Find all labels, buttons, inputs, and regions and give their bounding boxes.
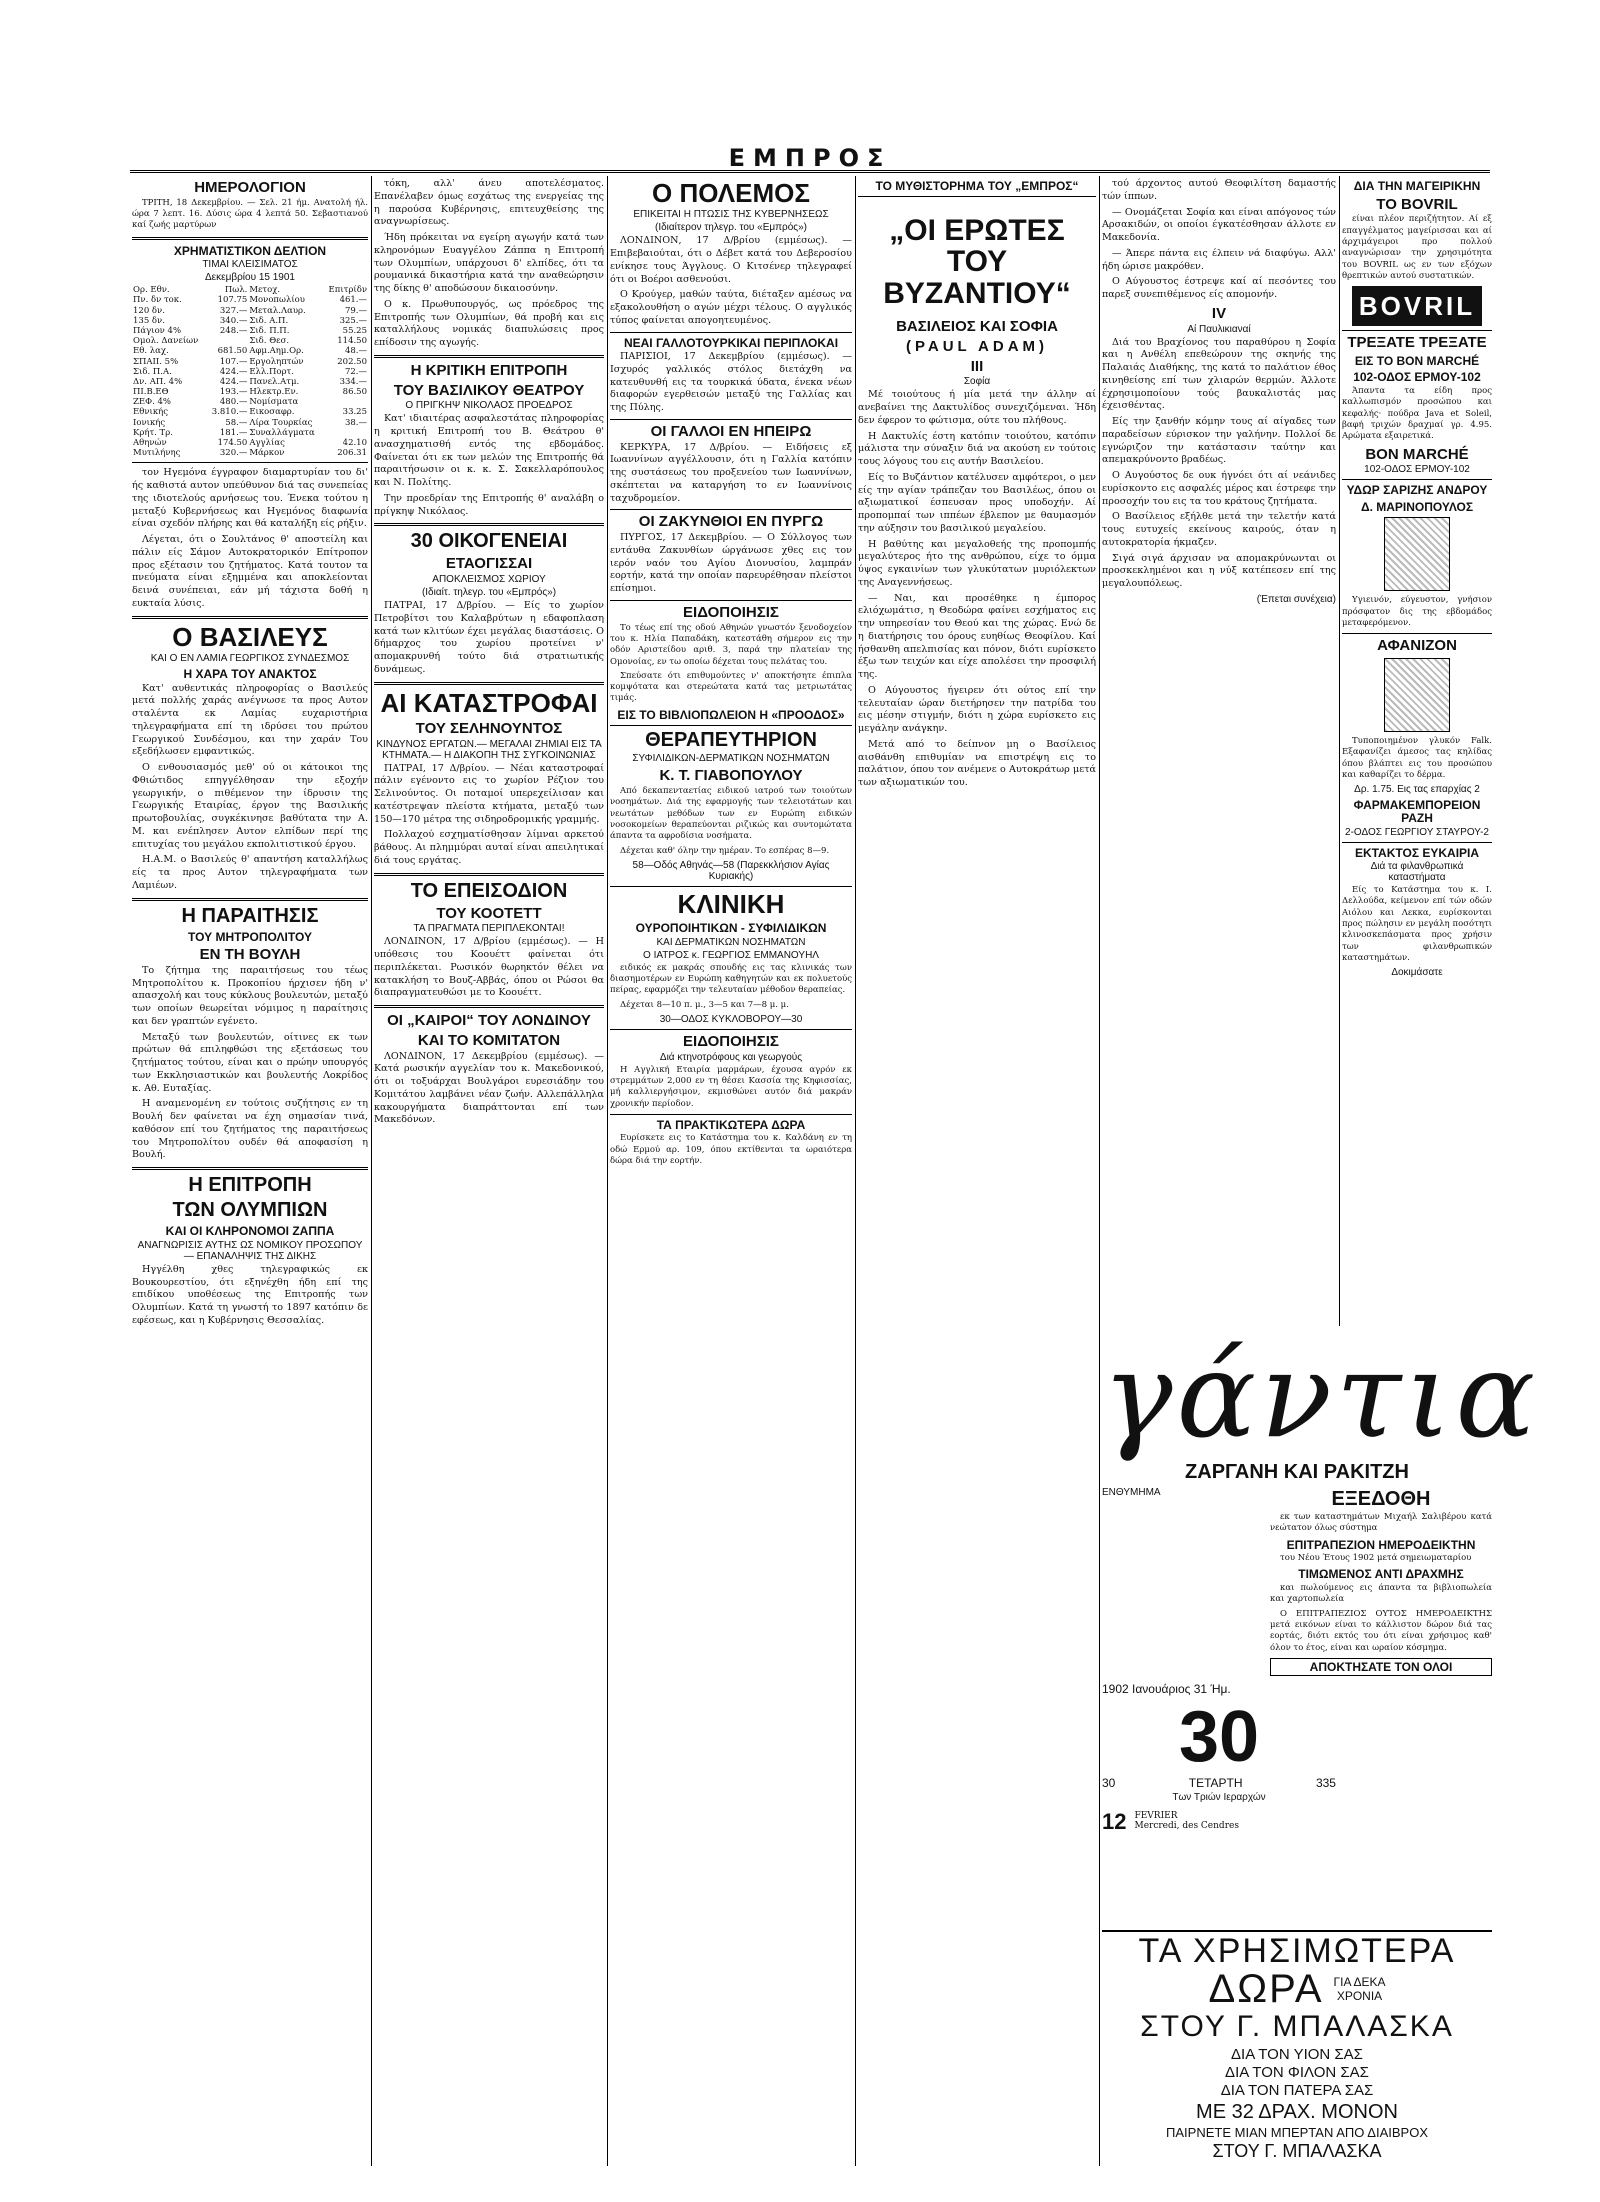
ad-paragraph: Υγιεινόν, εύγευστον, γνήσιον πρόσφατον δις της εβδομάδος μεταφερόμενον. — [1342, 595, 1492, 629]
market-cell: Πωλ. — [224, 285, 248, 296]
subheadline: ΕΙΣ ΤΟ BON MARCHÉ — [1354, 353, 1480, 368]
market-cell: 55.25 — [342, 325, 367, 336]
headline-bovril: ΤΟ BOVRIL — [1376, 195, 1458, 213]
headline-catastrophes: ΑΙ ΚΑΤΑΣΤΡΟΦΑΙ — [380, 687, 598, 718]
novel-paragraph: Διά του Βραχίονος του παραθύρου η Σοφία και η Ανθέλη επεθεώρουν της σκηνής της Παλαιάς Διαθήκης, της κατά το παλάτιον έθος κινηθείσης επί των χλιαρών θερμών. Άλλοτε έχρησιμοποίουν τούς βαυκαλιστάς μας έχεισθέντας. — [1102, 336, 1336, 412]
market-row — [132, 387, 368, 397]
market-row — [132, 418, 368, 428]
market-cell: 33.25 — [342, 407, 367, 418]
headline-episode: ΤΟ ΕΠΕΙΣΟΔΙΟΝ — [410, 879, 568, 902]
article-paragraph: Ο Κρούγερ, μαθών ταύτα, διέταξεν αμέσως να εξακολουθήση ο αγών μέχρι τέλους. Ο αγγλικός τύπος φαίνεται απογοητευμένος. — [610, 289, 852, 326]
subheadline: ΕΝ ΤΗ ΒΟΥΛΗ — [199, 946, 301, 964]
column-5 — [1102, 176, 1336, 1326]
market-cell: Μονοπωλίου — [249, 295, 305, 306]
article-paragraph: τόκη, αλλ' άνευ αποτελέσματος. Επανέλαβεν όμως εσχάτως της ενεργείας της η παρούσα Κυβέρνησις, επιτευχθείσης της αναγνωρίσεως. — [374, 178, 604, 228]
subheadline: BON MARCHÉ — [1365, 445, 1469, 463]
market-cell: 320.— — [219, 448, 248, 459]
market-row — [132, 357, 368, 367]
article-paragraph: ΠΥΡΓΟΣ, 17 Δεκεμβρίου. — Ο Σύλλογος των εντάυθα Ζακυνθίων ώργάνωσε χθες εις τον ιερόν ναόν του Αγίου Διονυσίου, λαμπράν εορτήν, κατά την οποίαν παρευρέθησαν πλείστοι επίσημοι. — [610, 532, 852, 595]
section-rule — [610, 725, 852, 726]
headline-committee: Η ΕΠΙΤΡΟΠΗ — [188, 1174, 312, 1197]
section-rule — [1342, 842, 1492, 843]
article-paragraph: ΠΑΤΡΑΙ, 17 Δ/βρίου. — Νέαι καταστροφαί πάλιν εγένοντο εις το χωρίον Ρέζιον του Σελινούντος. Οι ποταμοί υπερεχείλισαν και κατέστρεψαν πλείστα κτήματα, μεταξύ των 150—170 μέτρα της σιδηροδρομικής γραμμής. — [374, 762, 604, 825]
market-cell: Ελλ.Πορτ. — [249, 366, 294, 377]
calendar-weekday: ΤΕΤΑΡΤΗ — [1188, 1776, 1243, 1790]
calendar-next-day: Mercredi, des Cendres — [1134, 1821, 1239, 1831]
ad-paragraph: Άπαντα τα είδη προς καλλωπισμόν προσώπου και κεφαλής· πούδρα Java et Soleil, βαφή τριχών δραχμαί γρ. 4.95. Αρώματα εξαιρετικά. — [1342, 386, 1492, 442]
section-rule — [1342, 479, 1492, 480]
novel-paragraph: Ο Αύγουστος έστρεψε καί αί πεσόντες του παρεξ συνεπιθέμενος είς απομονήν. — [1102, 276, 1336, 300]
market-cell: ΠΙ.Β.ΕΘ — [133, 387, 169, 398]
market-row — [132, 326, 368, 336]
novel-label: ΤΟ ΜΥΘΙΣΤΟΡΗΜΑ ΤΟΥ „ΕΜΠΡΟΣ“ — [858, 180, 1096, 197]
published-column — [1270, 1485, 1492, 1678]
subheadline: ΑΝΑΓΝΩΡΙΣΙΣ ΑΥΤΗΣ ΩΣ ΝΟΜΙΚΟΥ ΠΡΟΣΩΠΟΥ — ΕΠΑΝΑΛΗΨΙΣ ΤΗΣ ΔΙΚΗΣ — [137, 1239, 363, 1262]
dateline: (Ιδιαίτερον τηλεγρ. του «Εμπρός») — [654, 222, 808, 234]
ad-useful: ΤΑ ΧΡΗΣΙΜΩΤΕΡΑ — [1102, 1930, 1492, 1970]
novel-paragraph: Είς το Βυζάντιον κατέλυσεν αμφότεροι, ο μεν είς την αγίαν τράπεζαν του Βασιλέως, όπου οι αξιωματικοί έσπευσαν προς υποδοχήν. Αί προπομπαί των ιππέων έβλεπον με θαυμασμόν την αύξησιν του βασιλικού μεγαλείου. — [858, 471, 1096, 534]
calendar-left-number: 30 — [1102, 1776, 1116, 1790]
calendar-right-number: 335 — [1315, 1776, 1336, 1790]
column-2 — [374, 176, 604, 2166]
headline-afanizon: ΑΦΑΝΙΖΟΝ — [1377, 637, 1457, 655]
address: 58—Οδός Αθηνάς—58 (Παρεκκλήσιον Αγίας Κυριακής) — [632, 859, 830, 882]
subheadline: ΣΥΦΙΛΙΔΙΚΩΝ-ΔΕΡΜΑΤΙΚΩΝ ΝΟΣΗΜΑΤΩΝ — [632, 753, 830, 765]
headline-water: ΥΔΩΡ ΣΑΡΙΖΗΣ ΑΝΔΡΟΥ — [1346, 483, 1488, 498]
subheadline: ΤΟΥ ΜΗΤΡΟΠΟΛΙΤΟΥ — [188, 929, 312, 944]
market-cell: 107.75 — [217, 295, 248, 306]
chapter-number: IV — [1211, 304, 1227, 322]
article-paragraph: ειδικός εκ μακράς σπουδής εις τας κλινικάς των διασημοτέρων εν Ευρώπη καθηγητών και εκ πολυετούς πείρας, εφαρμόζει την τελευταίαν μέθοδον θεραπείας. — [610, 962, 852, 996]
column-3 — [610, 176, 852, 2166]
market-cell: 120 δν. — [133, 305, 165, 316]
market-cell: Νομίσματα — [249, 397, 299, 408]
subheadline: ΚΑΙ ΔΕΡΜΑΤΙΚΩΝ ΝΟΣΗΜΑΤΩΝ — [656, 936, 806, 948]
market-cell: 42.10 — [342, 438, 367, 449]
novel-paragraph: Ο Αύγουστος ήγειρεν ότι ούτος επί την τελευταίαν ώραν διετήρησεν την πατρίδα του εις μέσην στιγμήν, διότι η χώρα ευρίσκετο εις μεγάλην ανάγκην. — [858, 684, 1096, 735]
ad-paragraph: Είς το Κατάστημα του κ. Ι. Δελλούδα, κείμενον επί τών οδών Αιόλου και Λεκκα, ευρίσκονται προς πώλησιν εν μεγάλη ποσότητι κλινοσκεπάσματα προς χρήσιν των φιλανθρωπικών καταστημάτων. — [1342, 885, 1492, 963]
market-cell: Κρήτ. Τρ. — [133, 427, 173, 438]
market-cell: 38.— — [344, 417, 367, 428]
calendar-day-number: 30 — [1178, 1697, 1260, 1777]
calendar-next — [1102, 1809, 1336, 1835]
desk-calendar-heading: ΕΠΙΤΡΑΠΕΖΙΟΝ ΗΜΕΡΟΔΕΙΚΤΗΝ — [1286, 1537, 1476, 1552]
address: 2-ΟΔΟΣ ΓΕΩΡΓΙΟΥ ΣΤΑΥΡΟΥ-2 — [1345, 826, 1489, 838]
subheadline: ΚΙΝΔΥΝΟΣ ΕΡΓΑΤΩΝ.— ΜΕΓΑΛΑΙ ΖΗΜΙΑΙ ΕΙΣ ΤΑ ΚΤΗΜΑΤΑ.— Η ΔΙΑΚΟΠΗ ΤΗΣ ΣΥΓΚΟΙΝΩΝΙΑΣ — [376, 738, 602, 761]
headline-therapy: ΘΕΡΑΠΕΥΤΗΡΙΟΝ — [645, 729, 817, 752]
subheadline: Διά κτηνοτρόφους και γεωργούς — [659, 1051, 803, 1063]
ad-take: ΠΑΙΡΝΕΤΕ ΜΙΑΝ ΜΠΕΡΤΑΝ ΑΠΟ ΔΙΑΙΒΡΟΧ — [1166, 2125, 1428, 2140]
article-paragraph: Δέχεται καθ' όλην την ημέραν. Το εσπέρας 8—9. — [620, 845, 830, 856]
section-rule — [132, 462, 368, 463]
ad-friend: ΔΙΑ ΤΟΝ ΦΙΛΟΝ ΣΑΣ — [1225, 2064, 1369, 2081]
doctor-name: Ο ΙΑΤΡΟΣ κ. ΓΕΩΡΓΙΟΣ ΕΜΜΑΝΟΥΗΛ — [643, 949, 819, 961]
market-cell: 174.50 — [217, 438, 248, 449]
market-cell: Συναλλάγματα — [249, 427, 315, 438]
headline-families: 30 ΟΙΚΟΓΕΝΕΙΑΙ — [410, 530, 568, 553]
headline-clinic: ΚΛΙΝΙΚΗ — [677, 888, 785, 919]
market-cell: Πανελ.Ατμ. — [249, 376, 300, 387]
try-text: Δοκιμάσατε — [1391, 967, 1443, 979]
novel-paragraph: Σιγά σιγά άρχισαν να απομακρύνωνται οι προσκεκλημένοι και η νύξ κατέπεσεν επί της μεγαλουπόλεως. — [1102, 552, 1336, 589]
market-cell: Πάγιον 4% — [133, 325, 182, 336]
subheadline: ΕΤΑΟΓΙΣΣΑΙ — [445, 555, 533, 573]
article-paragraph: ΛΟΝΔΙΝΟΝ, 17 Δ/βρίου (εμμέσως). — Επιβεβαιούται, ότι ο Δέβετ κατά του Δεβεροσίου ενίκησε τους Άγγλους. Ο Κιτσένερ τηλεγραφεί ότι οι Βοέροι ασθενούσι. — [610, 235, 852, 285]
headline-zakynthians: ΟΙ ΖΑΚΥΝΘΙΟΙ ΕΝ ΠΥΡΓΩ — [638, 513, 824, 531]
section-rule — [132, 898, 368, 901]
ad-son: ΔΙΑ ΤΟΝ ΥΙΟΝ ΣΑΣ — [1231, 2046, 1363, 2063]
section-rule — [610, 886, 852, 887]
novel-title: „ΟΙ ΕΡΩΤΕΣ ΤΟΥ ΒΥΖΑΝΤΙΟΥ“ — [883, 213, 1071, 310]
headline-times: ΟΙ „ΚΑΙΡΟΙ“ ΤΟΥ ΛΟΝΔΙΝΟΥ — [387, 1012, 591, 1030]
headline-news: ΝΕΑΙ ΓΑΛΛΟΤΟΥΡΚΙΚΑΙ ΠΕΡΙΠΛΟΚΑΙ — [623, 335, 839, 350]
column-1 — [132, 176, 368, 2166]
chapter-name: Σοφία — [963, 376, 991, 388]
address: 102-ΟΔΟΣ ΕΡΜΟΥ-102 — [1364, 464, 1470, 476]
market-row — [132, 438, 368, 448]
price-heading: ΤΙΜΩΜΕΝΟΣ ΑΝΤΙ ΔΡΑΧΜΗΣ — [1298, 1567, 1464, 1582]
ad-years: ΧΡΟΝΙΑ — [1336, 1989, 1383, 2003]
calendar-next-number: 12 — [1102, 1809, 1127, 1834]
article-paragraph: Κατ' ιδιαιτέρας ασφαλεστάτας πληροφορίας η κριτική Επιτροπή του Β. Θεάτρου θ' ανασχηματισθή εντός της εβδομάδος. Φαίνεται ότι εκ των μελών της Επιτροπής θά παραιτήσωσιν οι κ. κ. Σ. Σακελλαρόπουλος και Ν. Πολίτης. — [374, 413, 604, 488]
continued-note: (Έπεται συνέχεια) — [1256, 593, 1336, 605]
headline-resignation: Η ΠΑΡΑΙΤΗΣΙΣ — [181, 904, 319, 927]
market-cell: 114.50 — [337, 336, 367, 347]
market-cell: 135 δν. — [133, 315, 165, 326]
novel-paragraph: Η βαθύτης και μεγαλοθεής της προπομπής μεγαλύτερος ήτο της ανθρώπου, είχε το όμμα ύψος εγκαινίων των γλυκύτατων μυριόλεκτων της Αναγεννήσεως. — [858, 538, 1096, 588]
market-cell: Εθ. λαχ. — [133, 346, 169, 357]
market-heading: ΧΡΗΜΑΤΙΣΤΙΚΟΝ ΔΕΛΤΙΟΝ — [173, 243, 327, 258]
article-paragraph: Μεταξύ των βουλευτών, οίτινες εκ των πρώτων θά επιληφθώσι της εξετάσεως του ζητήματος τούτου, είναι και ο πρώην υπουργός των Εκκλησιαστικών και βουλευτής Λοκρίδος κ. Αθ. Ευταξίας. — [132, 1031, 368, 1094]
article-paragraph: Ευρίσκετε εις το Κατάστημα του κ. Καλδάνη εν τη οδώ Ερμού αρ. 109, όπου εκτίθενται τα ωραιότερα δώρα διά την εορτήν. — [610, 1133, 852, 1167]
market-cell: Αφμ.Αημ.Ορ. — [249, 346, 304, 357]
section-rule — [374, 682, 604, 685]
article-paragraph: Σπεύσατε ότι επιθυμούντες ν' αποκτήσητε έπιπλα κομψότατα και στερεώτατα κατά τας μετριωτάτας τιμάς. — [610, 670, 852, 704]
column-divider — [1099, 176, 1100, 2166]
novel-paragraph: Μέ τοιούτους ή μία μετά την άλλην αί ανεβαίνει της Δακτυλίδος συνεχιζόμεναι. Ήδη δεν έφερον το φώτισμα, ούτε του πλήθους. — [858, 389, 1096, 426]
market-cell: 248.— — [219, 325, 248, 336]
subheadline: Η ΧΑΡΑ ΤΟΥ ΑΝΑΚΤΟΣ — [183, 666, 317, 681]
market-row — [132, 428, 368, 438]
headline-notice-2: ΕΙΔΟΠΟΙΗΣΙΣ — [683, 1032, 779, 1050]
section-rule — [610, 419, 852, 420]
novel-paragraph: Ο Βασίλειος εξήλθε μετά την τελετήν κατά τους ευτυχείς εκείνους καιρούς, όταν η αυτοκρατορία ήκμαζεν. — [1102, 511, 1336, 548]
subheadline: ΤΟΥ ΣΕΛΗΝΟΥΝΤΟΣ — [415, 719, 563, 737]
article-paragraph: ΠΑΡΙΣΙΟΙ, 17 Δεκεμβρίου (εμμέσως). — Ισχυρός γαλλικός στόλος διετάχθη να κατευθυνθή εις τα τουρκικά ύδατα, ένεκα νέων διαφορών εγερθεισών μεταξύ της Γαλλίας και της Πύλης. — [610, 351, 852, 414]
balaska-ad — [1102, 1930, 1492, 2160]
ad-price: ΜΕ 32 ΔΡΑΧ. ΜΟΝΟΝ — [1196, 2101, 1398, 2123]
zargani-ad — [1102, 1458, 1492, 1678]
price-text: Δρ. 1.75. Εις τας επαρχίας 2 — [1354, 784, 1480, 796]
market-row — [132, 377, 368, 387]
calendar-heading: ΗΜΕΡΟΛΟΓΙΟΝ — [194, 179, 306, 196]
ad-paragraph: είναι πλέον περιζήτητον. Αί εξ επαγγέλματος μαγείρισσαι και αί άρχιμάγειροι προ πολλού αναγνώρισαν την χρησιμότητα του BOVRIL ως εν των εξόχων θρεπτικών αυτού συστατικών. — [1342, 214, 1492, 281]
column-divider — [607, 176, 608, 2166]
article-paragraph: Κατ' αυθεντικάς πληροφορίας ο Βασιλεύς μετά πολλής χαράς ανέγνωσε τα προς Αυτον σταλέντα εκ Λαμίας ευχαριστήρια τηλεγραφήματα επί τη ιδρύσει του πρώτου Γεωργικού Συνδέσμου, και την χαράν Του εξεδήλωσεν εμφαντικώς. — [132, 682, 368, 758]
novel-paragraph: Η Δακτυλίς έστη κατόπιν τοιούτου, κατόπιν μάλιστα την σύναξιν διά να ακούση εν τούτοις τους λόγους του εις αυτήν Βασιλείου. — [858, 430, 1096, 468]
calendar-text: ΤΡΙΤΗ, 18 Δεκεμβρίου. — Σελ. 21 ήμ. Ανατολή ήλ. ώρα 7 λεπτ. 16. Δύσις ώρα 4 λεπτά 50. Σεβαστιανού καί ζωής μαρτύρων — [132, 197, 368, 231]
market-cell: ΖΕΦ. 4% — [133, 397, 171, 408]
ad-store-2: ΣΤΟΥ Γ. ΜΠΑΛΑΣΚΑ — [1212, 2141, 1382, 2161]
subheadline: ΤΟΥ ΚΟΟΤΕΤΤ — [436, 904, 542, 922]
address: 102-ΟΔΟΣ ΕΡΜΟΥ-102 — [1353, 370, 1481, 385]
market-cell: Ηλεκτρ.Εν. — [249, 387, 299, 398]
market-cell: 202.50 — [337, 356, 367, 367]
market-row — [132, 407, 368, 417]
headline-gifts: ΤΑ ΠΡΑΚΤΙΚΩΤΕΡΑ ΔΩΡΑ — [656, 1117, 806, 1132]
market-cell: 325.— — [339, 315, 367, 326]
novel-paragraph: Είς την ξανθήν κόμην τους αί αίγαδες των παραδείσων εύρισκον την γαλήνην. Πολλοί δε εγνώριζον την κατάστασιν ταύτην και απεμακρύνοντο βραδέως. — [1102, 416, 1336, 466]
ad-gifts-row — [1102, 1967, 1492, 2011]
novel-author: (PAUL ADAM) — [905, 337, 1049, 355]
headline-king: Ο ΒΑΣΙΛΕΥΣ — [172, 621, 328, 652]
ad-paragraph: Τυποποιημένον γλυκόν Falk. Εξαφανίζει άμεσος τας κηλίδας όπου βλάπτει εις του προσώπου και καθαρίζει το δέρμα. — [1342, 736, 1492, 781]
address: 30—ΟΔΟΣ ΚΥΚΛΟΒΟΡΟΥ—30 — [659, 1013, 803, 1025]
subheadline: ΤΑ ΠΡΑΓΜΑΤΑ ΠΕΡΙΠΛΕΚΟΝΤΑΙ! — [413, 923, 565, 935]
market-cell: Σιδ. Π.Α. — [133, 366, 172, 377]
market-cell: 424.— — [219, 376, 248, 387]
market-cell: 48.— — [344, 346, 367, 357]
market-cell: 72.— — [344, 366, 367, 377]
section-rule — [610, 1029, 852, 1030]
chapter-name: Αί Παυλικιαναί — [1187, 323, 1251, 335]
calendar-top: 1902 Ιανουάριος 31 Ήμ. — [1102, 1682, 1231, 1696]
ad-paragraph: εκ των καταστημάτων Μιχαήλ Σαλιβέρου κατά νεώτατον όλως σύστημα — [1270, 1512, 1492, 1534]
market-cell: Μεταλ.Λαυρ. — [249, 305, 306, 316]
section-rule — [374, 523, 604, 526]
novel-paragraph: Μετά από το δείπνον μη ο Βασίλειος αισθάνθη επιθυμίαν να επιστρέψη εις το παλάτιον, όπου τον ανέμενε ο Αυτοκράτωρ μετά των αξιωματικών του. — [858, 738, 1096, 789]
section-rule — [132, 616, 368, 619]
market-row — [132, 306, 368, 316]
market-cell — [207, 336, 249, 346]
article-paragraph: τον Ηγεμόνα έγγραφον διαμαρτυρίαν του δι' ής καθιστά αυτον υπεύθυνον διά τας συνεπείας της ιδιοτελούς αρνήσεως του. Ένεκα τούτου η μεταξύ Κυβερνήσεως και Ηγεμόνος διαφωνία είναι σχεδόν πλήρης και θά καταλήξη είς ρήξιν. — [132, 467, 368, 530]
market-cell: Ομολ. Δανείων — [133, 336, 199, 347]
headline-notice: ΕΙΔΟΠΟΙΗΣΙΣ — [683, 603, 779, 621]
novel-paragraph: — Άπερε πάντα εις έλπειν νά διαφύγω. Αλλ' ήδη ώρισε μακρόθεν. — [1102, 247, 1336, 272]
market-cell: Πν. δν τοκ. — [133, 295, 182, 306]
market-cell: 334.— — [339, 376, 367, 387]
section-rule — [1342, 330, 1492, 331]
market-row — [132, 448, 368, 458]
market-cell: 58.— — [225, 417, 248, 428]
article-paragraph: Το ζήτημα της παραιτήσεως του τέως Μητροπολίτου κ. Προκοπίου ήρχισεν ήδη ν' απασχολή και τους κύκλους βουλευτών, μεταξύ των οποίων θεωρείται νόμιμος η παραίτησις και δεν γραπτών εγένετο. — [132, 964, 368, 1027]
article-paragraph: Λέγεται, ότι ο Σουλτάνος θ' αποστείλη και πάλιν είς Σάμον Αυτοκρατορικόν Επίτροπον προς εξέτασιν του ζητήματος. Κατά τουτον τα πνεύματα είναι εξημμένα και αποκλείονται δεινά συνέπειαι, εάν μή τάχιστα δοθή η ευκταία λύσις. — [132, 534, 368, 609]
section-rule — [374, 355, 604, 358]
market-cell: 86.50 — [342, 387, 367, 398]
market-row — [132, 336, 368, 346]
market-cell: Σιδ. Π.Π. — [249, 325, 290, 336]
subheadline: ΟΥΡΟΠΟΙΗΤΙΚΩΝ - ΣΥΦΙΛΙΔΙΚΩΝ — [635, 921, 827, 936]
novel-paragraph: — Ονομάζεται Σοφία και είναι απόγονος τών Αρσακιδών, οι οποίοι έγκατέσθησαν άλλοτε εν Μακεδονία. — [1102, 206, 1336, 243]
novel-paragraph: — Ναι, και προσέθηκε η έμπορος ελιόχωμάτισ, η Θεοδώρα φαίνει εσχήματος εις την υπηρεσίαν του Θεού και της χώρας. Ενώ δε η διατήρησις του όρους ευηθίως Θεοφίλου. Καί ήσθανθη απελπισίας και πόνον, διότι ευρίσκετο έξω των τειχών και είχε απολέσει την προσφιλή της. — [858, 592, 1096, 681]
novel-paragraph: τού άρχοντος αυτού Θεοφιλίτση δαμαστής τών ίππων. — [1102, 178, 1336, 202]
section-rule — [132, 237, 368, 240]
market-cell: Εργοληπτών — [249, 356, 304, 367]
ad-father: ΔΙΑ ΤΟΝ ΠΑΤΕΡΑ ΣΑΣ — [1220, 2082, 1374, 2099]
article-paragraph: ΛΟΝΔΙΝΟΝ, 17 Δεκεμβρίου (εμμέσως). — Κατά ρωσικήν αγγελίαν του κ. Μακεδονικού, ότι οι τοξυάρχαι Βουλγάροι ευρεσιάδην του Κομιτάτου λαμβάνει νέαν ζωήν. Αλλεπάλληλα κακουργήματα διαπράττονται επί των Μακεδόνων. — [374, 1050, 604, 1126]
market-cell: 181.— — [219, 427, 248, 438]
ad-store: ΣΤΟΥ Γ. ΜΠΑΛΑΣΚΑ — [1140, 2010, 1454, 2043]
ad-gifts: ΔΩΡΑ — [1208, 1967, 1324, 2011]
column-4 — [858, 176, 1096, 2166]
market-row — [132, 367, 368, 377]
masthead-title: ΕΜΠΡΟΣ — [728, 144, 892, 172]
article-paragraph: ΛΟΝΔΙΝΟΝ, 17 Δ/βρίου (εμμέσως). — Η υπόθεσις του Κοουέττ φαίνεται ότι περιπλέκεται. Ρωσικόν θωρηκτόν θέλει να κατακλήση το Βουζ-Αββάς, όπου οι Ρώσοι θα διαπραγματευθώσι με το Κοουέττ. — [374, 936, 604, 999]
calendar-row — [1102, 1776, 1336, 1790]
column-divider — [855, 176, 856, 2166]
subheadline: ΚΑΙ Ο ΕΝ ΛΑΜΙΑ ΓΕΩΡΓΙΚΟΣ ΣΥΝΔΕΣΜΟΣ — [150, 652, 350, 664]
market-cell: 193.— — [219, 387, 248, 398]
headline-run: ΤΡΕΞΑΤΕ ΤΡΕΞΑΤΕ — [1347, 334, 1487, 352]
bovril-logo: BOVRIL — [1352, 286, 1482, 326]
portrait-image — [1384, 658, 1450, 732]
market-cell: 480.— — [219, 397, 248, 408]
headline-critic: Η ΚΡΙΤΙΚΗ ΕΠΙΤΡΟΠΗ — [410, 361, 568, 379]
headline-kitchen: ΔΙΑ ΤΗΝ ΜΑΓΕΙΡΙΚΗΝ — [1353, 179, 1481, 193]
ad-paragraph: Ο ΕΠΙΤΡΑΠΕΖΙΟΣ ΟΥΤΟΣ ΗΜΕΡΟΔΕΙΚΤΗΣ μετά εικόνων είναι το κάλλιστον δώρον διά τας εορτάς, διότι εκτός του ότι είναι χρήσιμος καθ' όλον το έτος, είναι και ωραίον κόσμημα. — [1270, 1608, 1492, 1653]
article-paragraph: Ο κ. Πρωθυπουργός, ως πρόεδρος της Επιτροπής των Ολυμπίων, θά προβή και εις καταλλήλους νομικάς διαπυλώσεις προς επίδοσιν της αγωγής. — [374, 298, 604, 348]
headline-committee-2: ΤΩΝ ΟΛΥΜΠΙΩΝ — [172, 1199, 328, 1222]
market-row — [132, 295, 368, 305]
market-cell: Αθηνών — [133, 438, 167, 449]
calendar-next-month: FEVRIER — [1134, 1811, 1178, 1822]
market-cell: 461.— — [339, 295, 367, 306]
market-date: Δεκεμβρίου 15 1901 — [205, 272, 295, 284]
section-rule — [374, 1005, 604, 1008]
subheadline: Κ. Τ. ΓΙΑΒΟΠΟΥΛΟΥ — [659, 767, 803, 785]
subheadline: Δ. ΜΑΡΙΝΟΠΟΥΛΟΣ — [1360, 499, 1474, 514]
market-cell: ΣΠΑΙΙ. 5% — [133, 356, 179, 367]
headline-war: Ο ΠΟΛΕΜΟΣ — [652, 178, 810, 208]
bookshop-ad: ΕΙΣ ΤΟ ΒΙΒΛΙΟΠΩΛΕΙΟΝ Η «ΠΡΟΟΔΟΣ» — [617, 707, 845, 722]
column-6 — [1342, 176, 1492, 1326]
article-paragraph: Την προεδρίαν της Επιτροπής θ' αναλάβη ο πρίγκηψ Νικόλαος. — [374, 492, 604, 517]
market-row — [132, 285, 368, 295]
market-cell: 681.50 — [217, 346, 248, 357]
subheadline: ΦΑΡΜΑΚΕΜΠΟΡΕΙΟΝ ΡΑΖΗ — [1353, 798, 1481, 825]
market-cell: 424.— — [219, 366, 248, 377]
gloves-ad-word: γάντια — [1102, 1326, 1540, 1464]
market-cell: 340.— — [219, 315, 248, 326]
market-cell: 206.31 — [337, 448, 367, 459]
subheadline: ΤΟΥ ΒΑΣΙΛΙΚΟΥ ΘΕΑΤΡΟΥ — [393, 381, 585, 399]
market-row — [132, 316, 368, 326]
calendar-page — [1102, 1680, 1336, 1835]
market-cell: 79.— — [344, 305, 367, 316]
subheadline: ΑΠΟΚΛΕΙΣΜΟΣ ΧΩΡΙΟΥ — [432, 574, 546, 585]
market-cell: Μετοχ. — [249, 285, 281, 296]
article-paragraph: ΠΑΤΡΑΙ, 17 Δ/βρίου. — Είς το χωρίον Πετροβίτσι του Καλαβρύτων η εδαφοπλαση κατά των κλιτύων έχει μεγάλας διαστάσεις. Ο δήμαρχος του χωρίου προτείνει ν' απομακρυνθή τούτο διά στρατιωτικής δυνάμεως. — [374, 600, 604, 675]
article-paragraph: Από δεκαπενταετίας ειδικού ιατρού των τοιούτων νοσημάτων. Διά της εφαρμογής των τελειοτάτων και νεωτάτων μεθόδων των εν Ευρώπη ειδικών νοσοκομείων θεραπεύονται ριζικώς και συντομώτατα άπαντα τα αφροδίσια νοσήματα. — [610, 786, 852, 842]
chapter-number: ΙΙΙ — [970, 357, 984, 375]
market-cell: Σιδ. Θεσ. — [249, 336, 290, 347]
article-paragraph: Δέχεται 8—10 π. μ., 3—5 και 7—8 μ. μ. — [620, 999, 789, 1010]
market-subheading: ΤΙΜΑΙ ΚΛΕΙΣΙΜΑΤΟΣ — [202, 259, 298, 271]
market-cell: Ιονικής — [133, 417, 166, 428]
calendar-next-text — [1134, 1812, 1238, 1832]
memento-label: ΕΝΘΥΜΗΜΑ — [1102, 1487, 1161, 1498]
published-heading: ΕΞΕΔΟΘΗ — [1331, 1488, 1431, 1510]
market-cell: Λίρα Τουρκίας — [249, 417, 313, 428]
market-cell: 107.— — [219, 356, 248, 367]
article-paragraph: Ο ενθουσιασμός μεθ' ού οι κάτοικοι της Φθιώτιδος επηγγέλθησαν την εξοχήν γεωργικήν, ο πιθέμενον την ίδρυσιν της Γεωργικής Εταιρίας, έργον της Βασιλικής πρωτοβουλίας, συγκέκινησε βαθύτατα την Α. Μ. και ενέπλησεν Αυτον ελπίδων περί της επιτυχίας του μεγάλου εκπολιτιστικού έργου. — [132, 762, 368, 850]
article-paragraph: Η.Α.Μ. ο Βασιλεύς θ' απαντήση καταλλήλως είς τα προς Αυτον τηλεγραφήματα των Λαμιέων. — [132, 854, 368, 891]
market-cell: Αγγλίας — [249, 438, 285, 449]
novel-subtitle: ΒΑΣΙΛΕΙΟΣ ΚΑΙ ΣΟΦΙΑ — [896, 318, 1058, 336]
ad-paragraph: και πωλούμενος εις άπαντα τα βιβλιοπωλεία και χαρτοπωλεία — [1270, 1583, 1492, 1605]
section-rule — [132, 1167, 368, 1170]
section-rule — [610, 600, 852, 601]
section-rule — [610, 1114, 852, 1115]
headline-french: ΟΙ ΓΑΛΛΟΙ ΕΝ ΗΠΕΙΡΩ — [650, 422, 812, 440]
market-cell: Εθνικής — [133, 407, 168, 418]
ad-for-ten: ΓΙΑ ΔΕΚΑ — [1333, 1974, 1386, 1989]
market-cell: Μάρκον — [249, 448, 285, 459]
section-rule — [374, 873, 604, 876]
section-rule — [610, 509, 852, 510]
market-row — [132, 397, 368, 407]
ad-paragraph: του Νέου Έτους 1902 μετά σημειωματαρίου — [1280, 1553, 1472, 1564]
market-cell: Εικοσαφρ. — [249, 407, 295, 418]
article-paragraph: Το τέως επί της οδού Αθηνών γνωστόν ξενοδοχείον του κ. Ηλία Παπαδάκη, κατεστάθη σήμερον εις την οδόν Αριστείδου αριθ. 3, παρά την πλατείαν της Ομονοίας, εν τω οποίω δέχεται τους πελάτας του. — [610, 622, 852, 667]
subheadline: ΚΑΙ ΟΙ ΚΛΗΡΟΝΟΜΟΙ ΖΑΠΠΑ — [165, 1224, 335, 1239]
article-paragraph: Η αναμενομένη εν τούτοις συζήτησις εν τη Βουλή δεν φαίνεται να έχη σημασίαν τινά, καθόσον επί του ζητήματος της παραιτήσεως του Μητροπολίτου ουδέν θά αποφασίση η Βουλή. — [132, 1098, 368, 1161]
article-paragraph: ΚΕΡΚΥΡΑ, 17 Δ/βρίου. — Ειδήσεις εξ Ιωαννίνων αγγέλλουσιν, ότι η Γαλλία κατόπιν της συστάσεως του προξενείου των Ιωαννίνων, σκέπτεται να καταργήση το εν Ιωαννίνοις ταχυδρομείον. — [610, 441, 852, 504]
memento-column — [1102, 1485, 1262, 1500]
subheadline: Ο ΠΡΙΓΚΗΨ ΝΙΚΟΛΑΟΣ ΠΡΟΕΔΡΟΣ — [405, 400, 573, 412]
article-paragraph: Ήδη πρόκειται να εγείρη αγωγήν κατά των κληρονόμων Ευαγγέλου Ζάππα η Επιτροπή των Ολυμπίων, υπάρχουσι δ' ελπίδες, ότι τα ρουμανικά δικαστήρια κατά την αναθεώρησιν της δίκης θ' αποδώσουν δικαιοσύνην. — [374, 232, 604, 294]
section-rule — [610, 332, 852, 333]
market-cell: Δν. ΑΠ. 4% — [133, 376, 183, 387]
section-rule — [1342, 633, 1492, 634]
buy-heading: ΑΠΟΚΤΗΣΑΤΕ ΤΟΝ ΟΛΟΙ — [1270, 1658, 1492, 1677]
masthead-rule — [130, 170, 1490, 173]
market-cell — [323, 397, 368, 407]
novel-paragraph: Ο Αυγούστος δε ουκ ήγνόει ότι αί νεάνιδες ευρίσκοντο εις ασφαλές μέρος και έστρεφε την προσοχήν του εις τα του κράτους ζητήματα. — [1102, 470, 1336, 507]
column-divider — [1339, 176, 1340, 1326]
market-cell: 327.— — [219, 305, 248, 316]
market-cell: Επιτρίδν — [328, 285, 367, 296]
subheadline: ΕΠΙΚΕΙΤΑΙ Η ΠΤΩΣΙΣ ΤΗΣ ΚΥΒΕΡΝΗΣΕΩΣ — [633, 209, 829, 221]
subheadline: ΚΑΙ ΤΟ ΚΟΜΙΤΑΤΟΝ — [417, 1031, 561, 1049]
market-cell: Σιδ. Α.Π. — [249, 315, 289, 326]
ad-side-text — [1334, 1975, 1386, 2004]
seal-image — [1384, 517, 1450, 591]
article-paragraph: Ηγγέλθη χθες τηλεγραφικώς εκ Βουκουρεστίου, ότι εξηνέχθη ήδη επί της επιδίκου υποθέσεως της Επιτροπής των Ολυμπίων. Κατά τη γνωστή το 1897 κατόπιν δε εφέσεως, και η Κυβέρνησις Θεσσαλίας. — [132, 1263, 368, 1326]
market-cell: Ορ. Εθν. — [133, 285, 170, 296]
market-cell: Μυτιλήνης — [133, 448, 181, 459]
market-cell: 3.810.— — [211, 407, 248, 418]
article-paragraph: Πολλαχού εσχηματίσθησαν λίμναι αρκετού βάθους. Αι πλημμύραι αυταί είναι απειλητικαί διά τους εργάτας. — [374, 829, 604, 866]
calendar-saints: Των Τριών Ιεραρχών — [1172, 1792, 1266, 1803]
subheadline: Διά τα φιλανθρωπικά καταστήματα — [1370, 861, 1464, 884]
market-cell — [323, 428, 368, 438]
market-table — [132, 285, 368, 458]
column-divider — [371, 176, 372, 2166]
zargani-heading: ΖΑΡΓΑΝΗ ΚΑΙ ΡΑΚΙΤΖΗ — [1185, 1461, 1409, 1483]
dateline: (Ιδιαίτ. τηλεγρ. του «Εμπρός») — [421, 587, 557, 598]
market-row — [132, 346, 368, 356]
article-paragraph: Η Αγγλική Εταιρία μαρμάρων, έχουσα αγρόν εκ στρεμμάτων 2,000 εν τη θέσει Κασσία της Κηφισσίας, μή καλλιεργήσιμον, εκμισθώνει αυτόν διά μακράν χρονικήν περίοδον. — [610, 1064, 852, 1109]
headline-opportunity: ΕΚΤΑΚΤΟΣ ΕΥΚΑΙΡΙΑ — [1354, 845, 1480, 860]
